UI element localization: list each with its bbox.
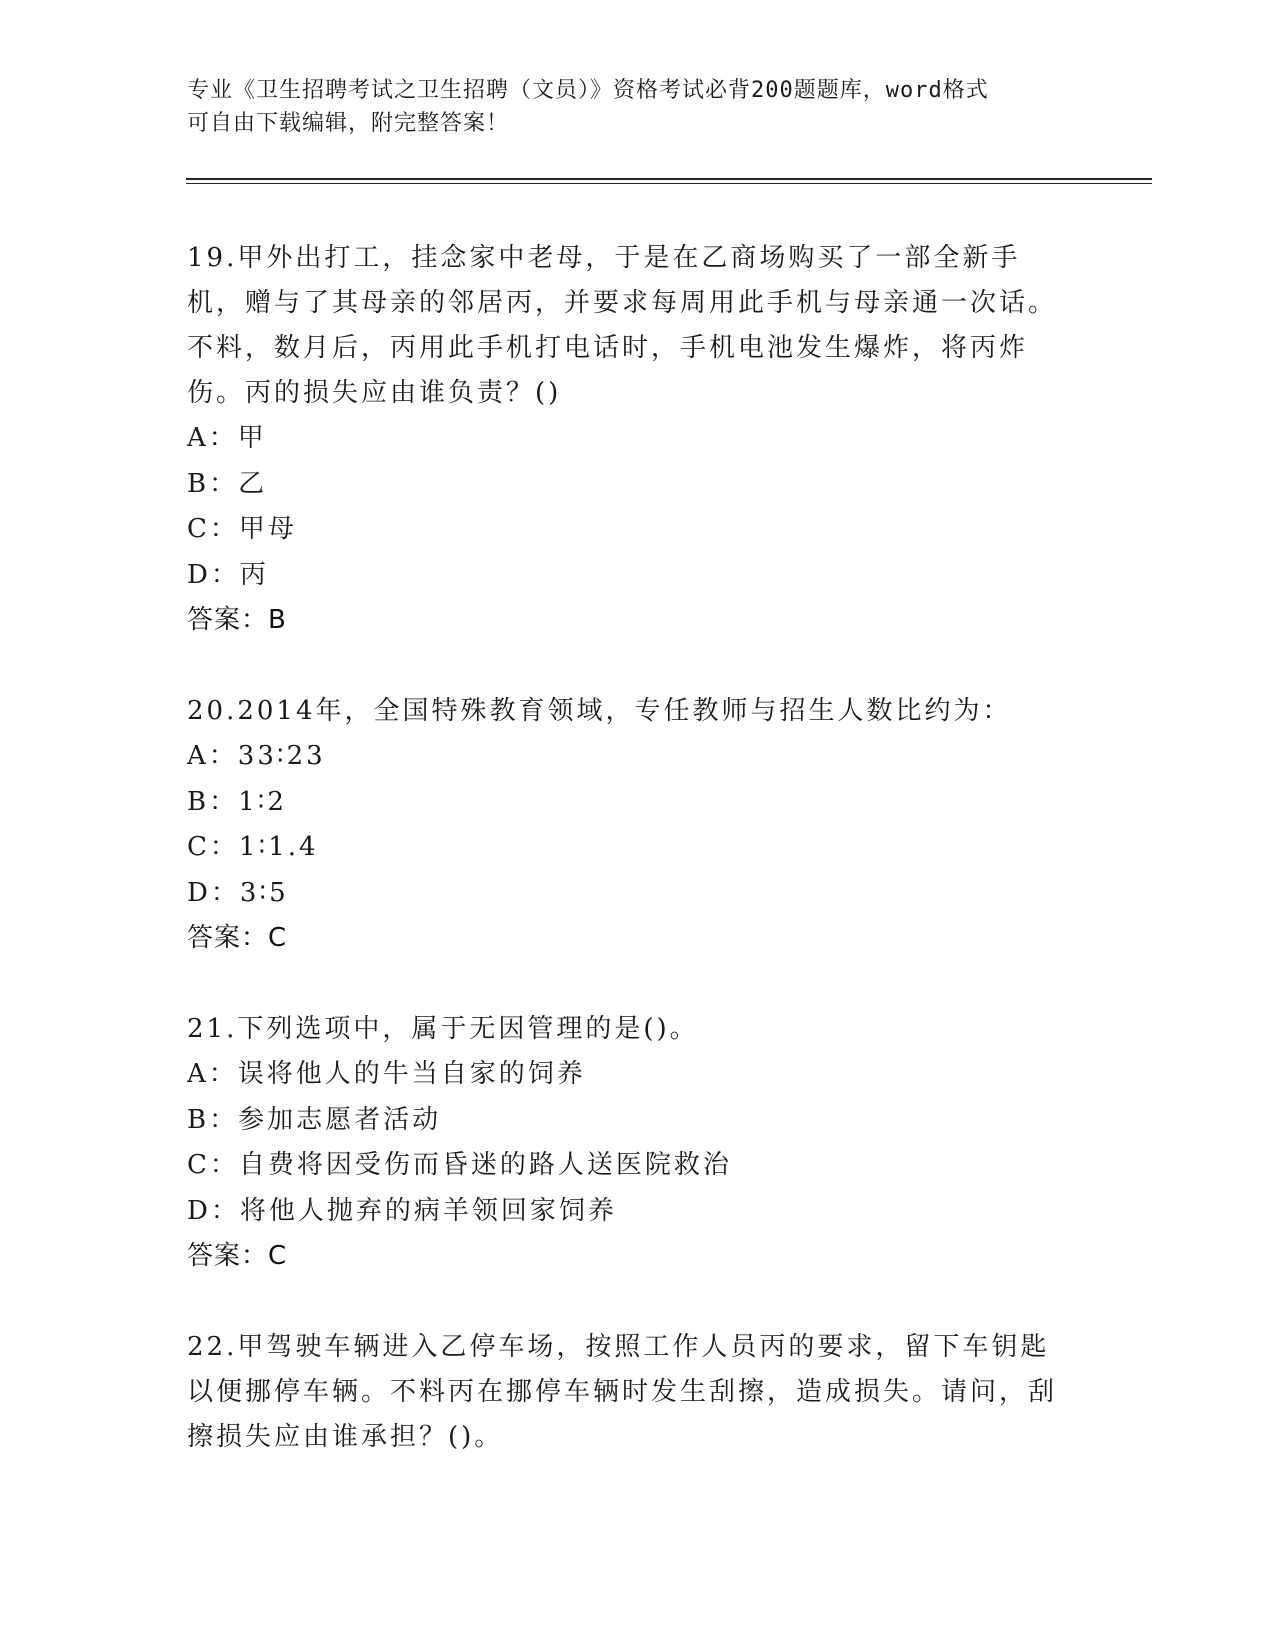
question-stem: 20.2014年，全国特殊教育领域，专任教师与招生人数比约为： (187, 696, 1012, 726)
answer-line: 答案：C (187, 923, 288, 953)
option-c (187, 1143, 1067, 1189)
option-text: 1∶1.4 (238, 832, 319, 862)
option-text: 甲母 (238, 514, 297, 544)
question-list (187, 236, 1067, 1506)
option-text: 误将他人的牛当自家的饲养 (237, 1059, 586, 1089)
header-divider-thick (186, 178, 1152, 180)
option-c (187, 507, 1067, 553)
option-letter: A： (187, 741, 238, 771)
question-stem: 19.甲外出打工，挂念家中老母，于是在乙商场购买了一部全新手机，赠与了其母亲的邻居丙，并要求每周用此手机与母亲通一次话。不料，数月后，丙用此手机打电话时，手机电池发生爆炸，将丙炸伤。丙的损失应由谁负责？() (187, 243, 1058, 408)
option-text: 自费将因受伤而昏迷的路人送医院救治 (238, 1150, 732, 1180)
question-21 (187, 1007, 1067, 1279)
option-text: 甲 (237, 423, 267, 453)
option-letter: B： (187, 468, 239, 499)
document-header (187, 74, 1087, 140)
answer-line: 答案：B (187, 605, 287, 635)
header-divider-thin (186, 183, 1152, 184)
option-text: 乙 (238, 468, 268, 499)
option-text: 将他人抛弃的病羊领回家饲养 (239, 1195, 617, 1226)
option-b (187, 780, 1067, 826)
option-letter: D： (187, 1195, 240, 1226)
option-a (187, 416, 1067, 462)
option-text: 3∶5 (239, 877, 289, 908)
option-text: 参加志愿者活动 (238, 1104, 442, 1135)
option-b (187, 462, 1067, 508)
option-text: 1∶2 (238, 786, 287, 817)
option-letter: C： (187, 1150, 239, 1180)
question-19 (187, 236, 1067, 643)
option-letter: B： (187, 786, 239, 817)
option-d (187, 871, 1067, 917)
header-line-2: 可自由下载编辑，附完整答案！ (187, 111, 510, 136)
option-letter: D： (187, 877, 240, 908)
question-stem: 21.下列选项中，属于无因管理的是()。 (187, 1014, 699, 1044)
option-letter: D： (187, 559, 240, 590)
answer-line: 答案：C (187, 1241, 288, 1271)
option-text: 丙 (239, 559, 269, 590)
option-a (187, 1052, 1067, 1098)
option-text: 33∶23 (237, 741, 326, 771)
option-d (187, 1189, 1067, 1235)
option-letter: B： (187, 1104, 239, 1135)
question-20 (187, 689, 1067, 961)
option-letter: A： (187, 1059, 238, 1089)
option-b (187, 1098, 1067, 1144)
question-22 (187, 1325, 1067, 1460)
question-stem: 22.甲驾驶车辆进入乙停车场，按照工作人员丙的要求，留下车钥匙以便挪停车辆。不料丙在挪停车辆时发生刮擦，造成损失。请问，刮擦损失应由谁承担？()。 (187, 1332, 1058, 1452)
option-a (187, 734, 1067, 780)
option-c (187, 825, 1067, 871)
option-letter: C： (187, 832, 239, 862)
option-letter: C： (187, 514, 239, 544)
option-d (187, 553, 1067, 599)
header-line-1: 专业《卫生招聘考试之卫生招聘（文员）》资格考试必背200题题库，word格式 (187, 78, 989, 103)
option-letter: A： (187, 423, 238, 453)
